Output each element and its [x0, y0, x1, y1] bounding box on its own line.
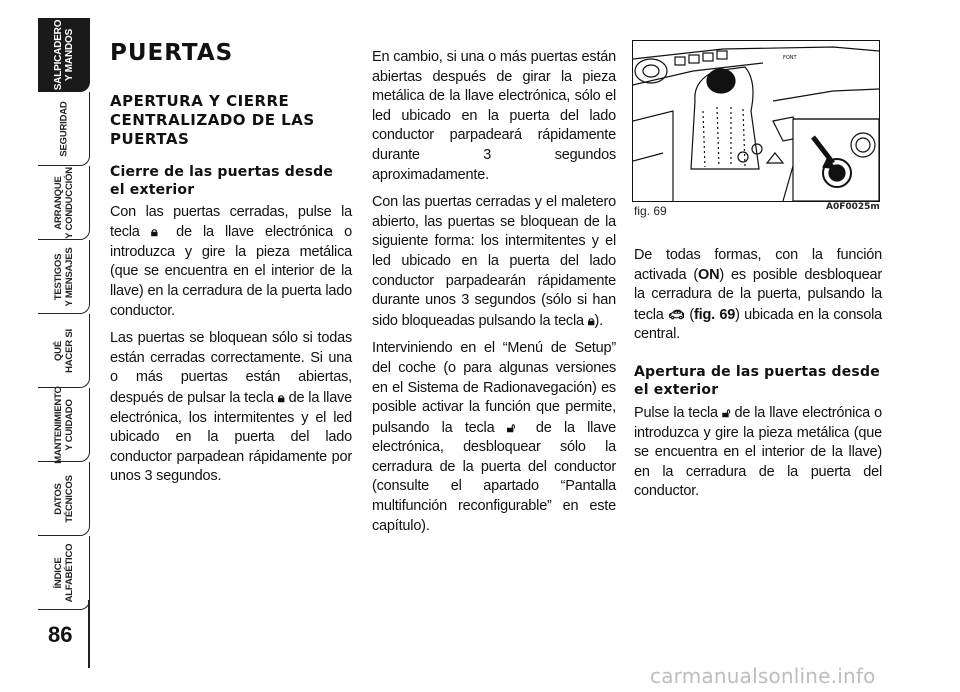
paragraph: Pulse la tecla 🔓︎ de la llave electrónica o introduzca y gire la pieza metálica (que se encuentra en el interior de la llave) en la cerradura de la puerta del conductor.	[634, 404, 882, 500]
svg-text:FONT: FONT	[783, 55, 797, 61]
lock-icon: 🔒︎	[277, 389, 285, 405]
tab-que-hacer-si[interactable]: QUÉ HACER SI	[38, 314, 90, 388]
console-figure	[632, 40, 880, 202]
paragraph: Con las puertas cerradas y el maletero abierto, las puertas se bloquean de la siguiente forma: los intermitentes y el led ubicado en la puerta del lado conductor parpadearán rápidamente durante unos 3 segundos (sólo si han sido bloqueadas pulsando la tecla 🔒︎).	[372, 194, 616, 329]
page-number: 86	[48, 622, 73, 647]
section-heading: APERTURA Y CIERRE CENTRALIZADO DE LAS PUERTAS	[110, 91, 315, 148]
subheading-closing: Cierre de las puertas desde el exterior	[110, 163, 334, 198]
paragraph: Interviniendo en el “Menú de Setup” del coche (o para algunas versiones en el Sistema de Radionavegación) es posible activar la función que permite, pulsando la tecla 🔓︎ de la llave electrónica, desbloquear sólo la cerradura de la puerta del conductor (consulte el apartado “Pantalla multifunción reconfigurable” en este capítulo).	[372, 340, 616, 534]
column-2	[372, 48, 616, 544]
paragraph: Las puertas se bloquean sólo si todas están cerradas correctamente. Si una o más puertas están abiertas, después de pulsar la tecla 🔒︎ de la llave electrónica, los intermitentes y el led ubicado en la puerta del lado conductor parpadean rápidamente por unos 3 segundos.	[110, 330, 352, 485]
paragraph: De todas formas, con la función activada (ON) es posible desbloquear la cerradura de la puerta, pulsando la tecla 🚗︎ (fig. 69) ubicada en la consola central.	[634, 247, 882, 343]
tab-testigos[interactable]: TESTIGOS Y MENSAJES	[38, 240, 90, 314]
lock-icon: 🔒︎	[150, 224, 165, 240]
unlock-icon: 🔓︎	[721, 404, 731, 420]
figure-caption: fig. 69	[634, 204, 667, 218]
unlock-icon: 🔓︎	[506, 419, 524, 435]
tab-indice[interactable]: ÍNDICE ALFABÉTICO	[38, 536, 90, 610]
car-lock-icon: 🚗︎	[668, 306, 685, 322]
figure-reference[interactable]: fig. 69	[694, 306, 736, 323]
tab-salpicadero[interactable]: SALPICADERO Y MANDOS	[38, 18, 90, 92]
paragraph: Con las puertas cerradas, pulse la tecla 🔒︎ de la llave electrónica o introduzca y gire la pieza metálica (que se encuentra en el interior de la llave) en la cerradura de la puerta lado conductor.	[110, 203, 352, 319]
page-title: PUERTAS	[110, 40, 234, 66]
column-1	[110, 40, 352, 495]
tab-mantenimiento[interactable]: MANTENIMIENTO Y CUIDADO	[38, 388, 90, 462]
margin-rule	[88, 600, 90, 668]
figure-code: A0F0025m	[826, 202, 880, 212]
column-3	[634, 246, 882, 510]
subheading-opening: Apertura de las puertas desde el exterior	[634, 363, 880, 398]
watermark: carmanualsonline.info	[650, 664, 876, 688]
paragraph: En cambio, si una o más puertas están abiertas después de girar la pieza metálica de la llave electrónica, sólo el led ubicado en la puerta del lado conductor parpadeará rápidamente durante 3 segundos aproximadamente.	[372, 49, 616, 183]
chapter-sidebar	[38, 18, 92, 618]
center-console-illustration	[633, 41, 879, 201]
tab-seguridad[interactable]: SEGURIDAD	[38, 92, 90, 166]
tab-datos-tecnicos[interactable]: DATOS TÉCNICOS	[38, 462, 90, 536]
lock-icon: 🔒︎	[587, 312, 595, 328]
tab-arranque[interactable]: ARRANQUE Y CONDUCCIÓN	[38, 166, 90, 240]
on-label: ON	[698, 266, 720, 283]
